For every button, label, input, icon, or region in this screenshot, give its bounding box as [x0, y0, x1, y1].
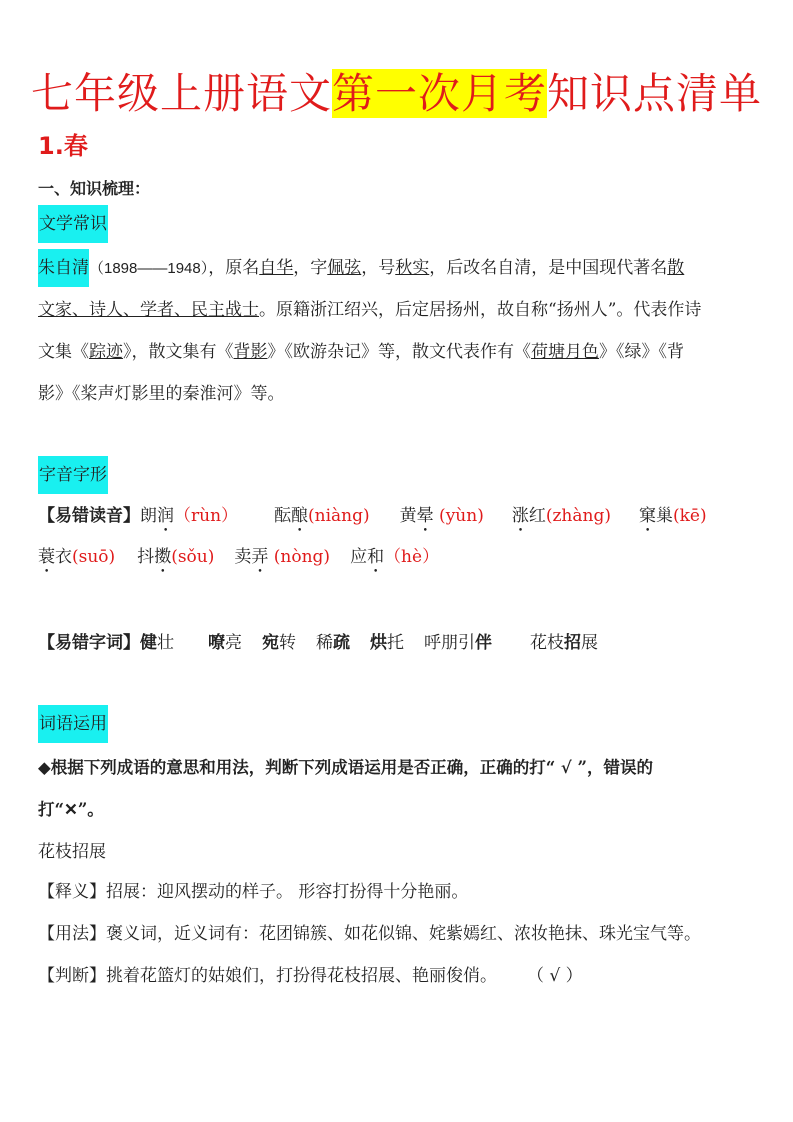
- text: 衣: [55, 547, 72, 567]
- judge-mark: （ √ ）: [527, 966, 583, 986]
- text: 壮: [157, 633, 174, 653]
- pron-item: [140, 506, 238, 526]
- label: 【释义】: [38, 882, 106, 902]
- question-line-2: 打“✕”。: [38, 800, 104, 819]
- pron-item: [137, 547, 214, 567]
- text: ，后改名自清，是中国现代著名: [429, 258, 668, 278]
- literature-line-4: 影》《桨声灯影里的秦淮河》等。: [38, 384, 285, 404]
- bold-char: 健: [140, 633, 157, 653]
- text: ，字: [293, 258, 328, 278]
- dotted-char: 弄: [251, 547, 269, 567]
- words-heading: 【易错字词】: [38, 633, 140, 653]
- pinyin: (kē): [672, 506, 707, 526]
- text: 黄: [399, 506, 417, 526]
- meaning-line: [38, 878, 468, 906]
- pron-item: [639, 506, 707, 526]
- underlined-text: 佩弦: [327, 258, 362, 278]
- word-item: [530, 633, 598, 653]
- bold-char: 疏: [333, 633, 350, 653]
- pron-item: [350, 547, 439, 567]
- dotted-char: 蓑: [38, 547, 55, 567]
- literature-line-2: [38, 296, 701, 324]
- usage-line: [38, 920, 701, 948]
- pronunciation-row-2: [38, 543, 439, 577]
- dotted-char: 酿: [291, 506, 309, 526]
- text: 应: [350, 547, 368, 567]
- underlined-text: 自华: [259, 258, 294, 278]
- text: ，原名: [208, 258, 260, 278]
- section-heading: 一、知识梳理：: [38, 179, 151, 198]
- text: 呼朋引: [424, 633, 475, 653]
- title-part: 七年级上册语文: [30, 69, 332, 118]
- pinyin: (nòng): [268, 547, 331, 567]
- word-item: [140, 633, 174, 653]
- underlined-text: 荷塘月色: [531, 342, 599, 362]
- text: 》，散文集有《: [123, 342, 234, 362]
- text: 文集《: [38, 342, 89, 362]
- dotted-char: 涨: [511, 506, 529, 526]
- word-item: [316, 633, 350, 653]
- bold-char: 招: [564, 633, 581, 653]
- word-item: [424, 633, 492, 653]
- pinyin: (sǒu): [171, 547, 215, 567]
- text: 褒义词，近义词有：花团锦簇、如花似锦、姹紫嫣红、浓妆艳抹、珠光宝气等。: [106, 924, 701, 944]
- underlined-text: 文家、诗人、学者、民主战士: [38, 300, 259, 320]
- dotted-char: 擞: [154, 547, 172, 567]
- pron-item: [274, 506, 370, 526]
- text: 。原籍浙江绍兴，后定居扬州，故自称“扬州人”。代表作诗: [259, 300, 702, 320]
- bold-char: 宛: [262, 633, 279, 653]
- underlined-text: 散: [667, 258, 685, 278]
- pronunciation-heading: 【易错读音】: [38, 506, 140, 526]
- pron-item: [234, 547, 330, 567]
- pinyin: (yùn): [433, 506, 484, 526]
- word-item: [262, 633, 296, 653]
- text: 转: [279, 633, 296, 653]
- dotted-char: 窠: [638, 506, 656, 526]
- bold-char: 烘: [370, 633, 387, 653]
- text: 红: [528, 506, 546, 526]
- pronunciation-tag: 字音字形: [38, 456, 108, 494]
- title-part: 知识点清单: [547, 69, 763, 118]
- question-line-1: ◆根据下列成语的意思和用法，判断下列成语运用是否正确，正确的打“ √ ”，错误的: [38, 758, 654, 777]
- literature-line-3: [38, 338, 684, 366]
- usage-tag: 词语运用: [38, 705, 108, 743]
- literature-line-1: [38, 254, 684, 287]
- label: 【用法】: [38, 924, 106, 944]
- text: 巢: [655, 506, 673, 526]
- label: 【判断】: [38, 966, 106, 986]
- author-years: （1898——1948）: [89, 260, 209, 277]
- text: 抖: [137, 547, 155, 567]
- lesson-heading: 1.春: [38, 132, 88, 160]
- pinyin: （rùn）: [174, 506, 239, 526]
- pinyin: （hè）: [384, 547, 440, 567]
- pron-item: [512, 506, 611, 526]
- text: ，号: [361, 258, 396, 278]
- pronunciation-row-1: [38, 502, 707, 536]
- title-highlight: 第一次月考: [331, 69, 547, 118]
- dotted-char: 润: [157, 506, 174, 526]
- text: 朗: [140, 506, 157, 526]
- text: 》《欧游杂记》等，散文代表作有《: [267, 342, 531, 362]
- pinyin: (suō): [72, 547, 116, 567]
- literature-tag: 文学常识: [38, 205, 108, 243]
- word-item: [208, 633, 242, 653]
- underlined-text: 秋实: [395, 258, 430, 278]
- text: 招展：迎风摆动的样子。 形容打扮得十分艳丽。: [106, 882, 469, 902]
- bold-char: 伴: [475, 633, 492, 653]
- dotted-char: 和: [367, 547, 385, 567]
- pinyin: (zhàng): [545, 506, 611, 526]
- text: 酝: [274, 506, 292, 526]
- text: 花枝: [530, 633, 564, 653]
- text: 卖: [234, 547, 252, 567]
- text: 》《绿》《背: [599, 342, 684, 362]
- dotted-char: 晕: [416, 506, 434, 526]
- pinyin: (niàng): [308, 506, 370, 526]
- author-name: 朱自清: [38, 249, 89, 287]
- text: 挑着花篮灯的姑娘们，打扮得花枝招展、艳丽俊俏。: [106, 966, 497, 986]
- underlined-text: 背影: [233, 342, 268, 362]
- words-row: [38, 629, 598, 657]
- bold-char: 嘹: [208, 633, 225, 653]
- word-item: [370, 633, 404, 653]
- text: 稀: [316, 633, 333, 653]
- text: 亮: [225, 633, 242, 653]
- pron-item: [400, 506, 484, 526]
- underlined-text: 踪迹: [89, 342, 123, 362]
- text: 托: [387, 633, 404, 653]
- pron-item: [38, 547, 115, 567]
- text: 展: [581, 633, 598, 653]
- page-title: [0, 64, 793, 124]
- idiom-title: 花枝招展: [38, 842, 106, 862]
- judge-line: [38, 962, 583, 990]
